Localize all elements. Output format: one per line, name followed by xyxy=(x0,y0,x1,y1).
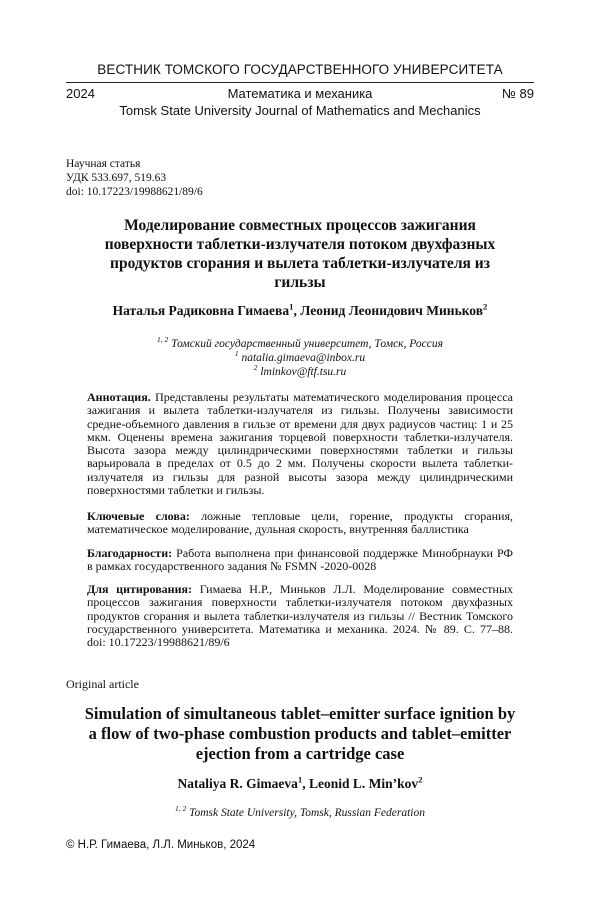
journal-subject-ru: Математика и механика xyxy=(227,86,373,101)
abstract-label: Аннотация. xyxy=(87,390,151,404)
email-1 xyxy=(0,351,600,365)
article-title-en: Simulation of simultaneous tablet–emitter surface ignition by a flow of two-phase combustion products and tablet–emitter ejection from a cartridge case xyxy=(84,704,516,763)
affiliation-sup-en: 1, 2 xyxy=(175,804,187,814)
header-rule xyxy=(66,82,534,83)
author-2-name-en: Leonid L. Min’kov xyxy=(308,776,419,791)
citation-label: Для цитирования: xyxy=(87,582,192,596)
citation-text: Гимаева Н.Р., Миньков Л.Л. Моделирование совместных процессов зажигания поверхности таблетки-излучателя потоком двухфазных продуктов сгорания и вылета таблетки-излучателя из гильзы // Вестник Томского государственного университета. Математика и механика. 2024. № 89. С. 77–88. doi: 10.17223/19988621/89/6 xyxy=(87,582,514,650)
affiliation-text-en: Tomsk State University, Tomsk, Russian Federation xyxy=(186,807,425,819)
affiliation-ru xyxy=(0,337,600,351)
author-separator: , xyxy=(293,303,301,318)
author-1-name: Наталья Радиковна Гимаева xyxy=(112,303,290,318)
acknowledgments xyxy=(87,547,513,574)
affiliation-sup: 1, 2 xyxy=(157,335,169,345)
email-2-sup: 2 xyxy=(253,363,258,373)
affiliation-text: Томский государственный университет, Томск, Россия xyxy=(168,338,443,350)
author-separator-en: , xyxy=(302,776,309,791)
article-title-ru: Моделирование совместных процессов зажигания поверхности таблетки-излучателя потоком двухфазных продуктов сгорания и вылета таблетки-излучателя из гильзы xyxy=(104,217,496,291)
acknowledgments-label: Благодарности: xyxy=(87,546,173,560)
keywords-label: Ключевые слова: xyxy=(87,509,190,523)
copyright: © Н.Р. Гимаева, Л.Л. Миньков, 2024 xyxy=(66,839,256,851)
journal-subject-en: Tomsk State University Journal of Mathematics and Mechanics xyxy=(119,103,481,118)
email-1-text: natalia.gimaeva@inbox.ru xyxy=(238,352,366,364)
affiliation-en xyxy=(0,806,600,820)
journal-year: 2024 xyxy=(66,86,95,101)
journal-title: ВЕСТНИК ТОМСКОГО ГОСУДАРСТВЕННОГО УНИВЕРСИТЕТА xyxy=(97,62,503,77)
acknowledgments-text: Работа выполнена при финансовой поддержке Минобрнауки РФ в рамках государственного задания № FSMN -2020-0028 xyxy=(87,546,513,574)
author-2-name: Леонид Леонидович Миньков xyxy=(300,303,484,318)
author-2-sup-en: 2 xyxy=(418,774,423,785)
authors-en xyxy=(0,776,600,792)
email-1-sup: 1 xyxy=(234,349,239,359)
journal-issue: № 89 xyxy=(501,86,534,101)
abstract-text: Представлены результаты математического моделирования процесса зажигания и вылета таблетки-излучателя из гильзы. Получены зависимости средне-объемного давления в гильзе от времени для двух радиусов частиц: 1 и 25 мкм. Оценены времена зажигания торцевой поверхности таблетки-излучателя. Высота зазора между цилиндрическими поверхностями таблетки и гильзы варьировала в пределах от 0.5 до 2 мм. Получены скорости вылета таблетки-излучателя из гильзы для разной высоты зазора между цилиндрическими поверхностями таблетки и гильзы. xyxy=(87,390,513,498)
keywords xyxy=(87,510,513,537)
abstract xyxy=(87,391,513,497)
doi: doi: 10.17223/19988621/89/6 xyxy=(66,186,203,198)
email-2 xyxy=(0,365,600,379)
author-1-sup: 1 xyxy=(289,301,294,312)
author-1-name-en: Nataliya R. Gimaeva xyxy=(177,776,298,791)
udc-code: УДК 533.697, 519.63 xyxy=(66,172,167,184)
author-1-sup-en: 1 xyxy=(297,774,303,785)
email-2-text: lminkov@ftf.tsu.ru xyxy=(257,366,347,378)
authors-ru xyxy=(0,303,600,319)
keywords-text: ложные тепловые цели, горение, продукты сгорания, математическое моделирование, дульная скорость, внутренняя баллистика xyxy=(87,509,513,537)
article-type-ru: Научная статья xyxy=(66,158,141,170)
article-type-en: Original article xyxy=(66,677,139,691)
citation xyxy=(87,583,513,649)
author-2-sup: 2 xyxy=(483,301,488,312)
